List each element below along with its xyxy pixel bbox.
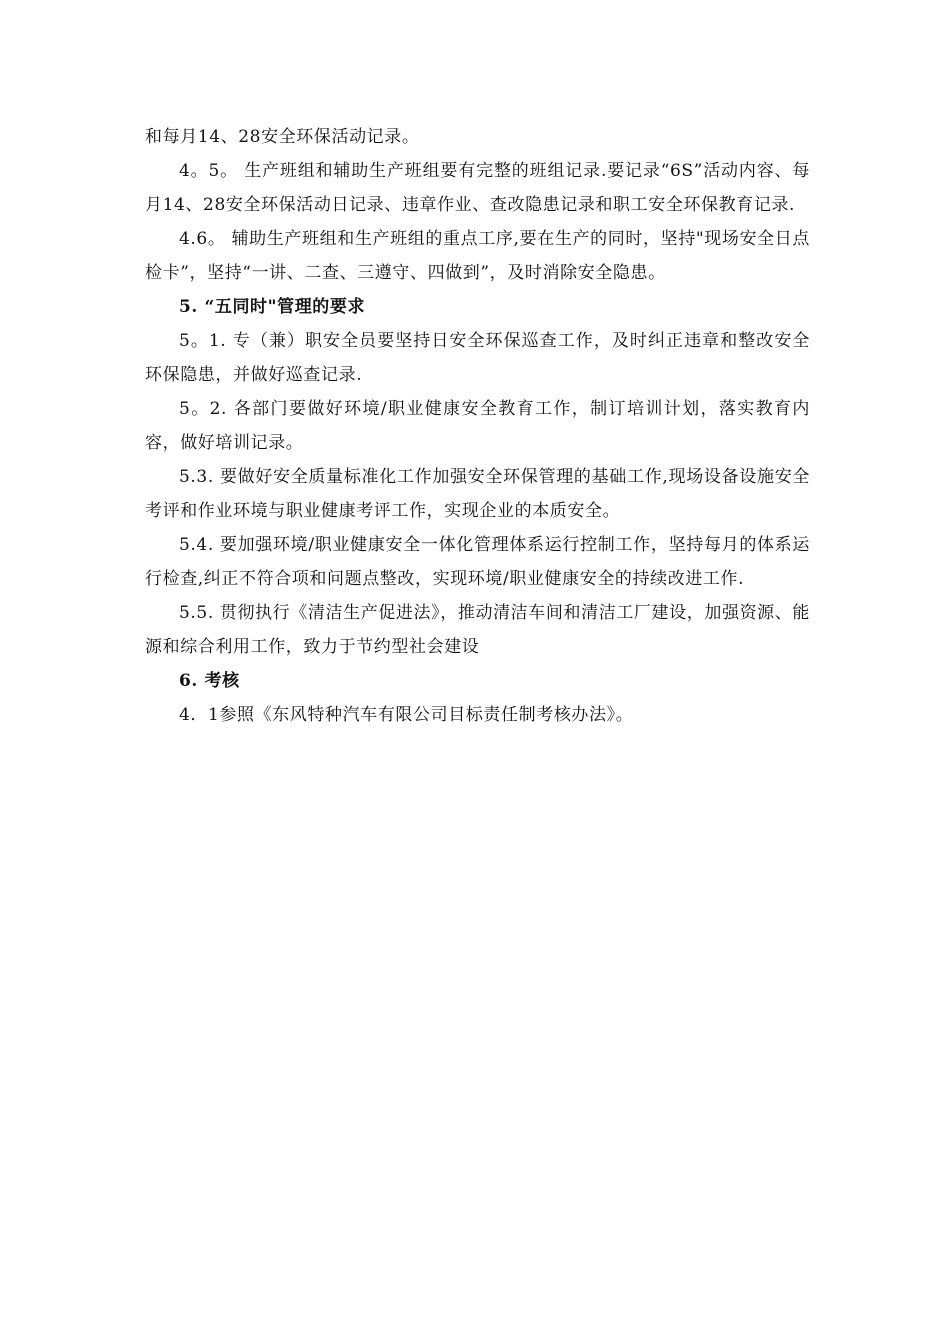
paragraph-continuation: 和每月14、28安全环保活动记录。	[145, 127, 420, 147]
paragraph-5-4: 5.4. 要加强环境/职业健康安全一体化管理体系运行控制工作，坚持每月的体系运行检查,纠正不符合项和问题点整改，实现环境/职业健康安全的持续改进工作.	[145, 535, 810, 589]
paragraph-5-5: 5.5. 贯彻执行《清洁生产促进法》，推动清洁车间和清洁工厂建设，加强资源、能源和综合利用工作，致力于节约型社会建设	[145, 603, 810, 657]
document-body	[145, 120, 810, 732]
paragraph-6-1: 4．1参照《东风特种汽车有限公司目标责任制考核办法》。	[179, 705, 634, 725]
section-heading-6: 6. 考核	[179, 671, 240, 691]
section-heading-5: 5. “五同时"管理的要求	[179, 297, 366, 317]
paragraph-5-3: 5.3. 要做好安全质量标准化工作加强安全环保管理的基础工作,现场设备设施安全考评和作业环境与职业健康考评工作，实现企业的本质安全。	[145, 467, 810, 521]
paragraph-5-2: 5。2. 各部门要做好环境/职业健康安全教育工作，制订培训计划，落实教育内容，做好培训记录。	[145, 399, 810, 453]
paragraph-4-5: 4。5。 生产班组和辅助生产班组要有完整的班组记录.要记录“6S”活动内容、每月14、28安全环保活动日记录、违章作业、查改隐患记录和职工安全环保教育记录.	[145, 161, 810, 215]
paragraph-5-1: 5。1. 专（兼）职安全员要坚持日安全环保巡查工作，及时纠正违章和整改安全环保隐患，并做好巡查记录.	[145, 331, 810, 385]
paragraph-4-6: 4.6。 辅助生产班组和生产班组的重点工序,要在生产的同时，坚持"现场安全日点检卡”，坚持“一讲、二查、三遵守、四做到”，及时消除安全隐患。	[145, 229, 810, 283]
